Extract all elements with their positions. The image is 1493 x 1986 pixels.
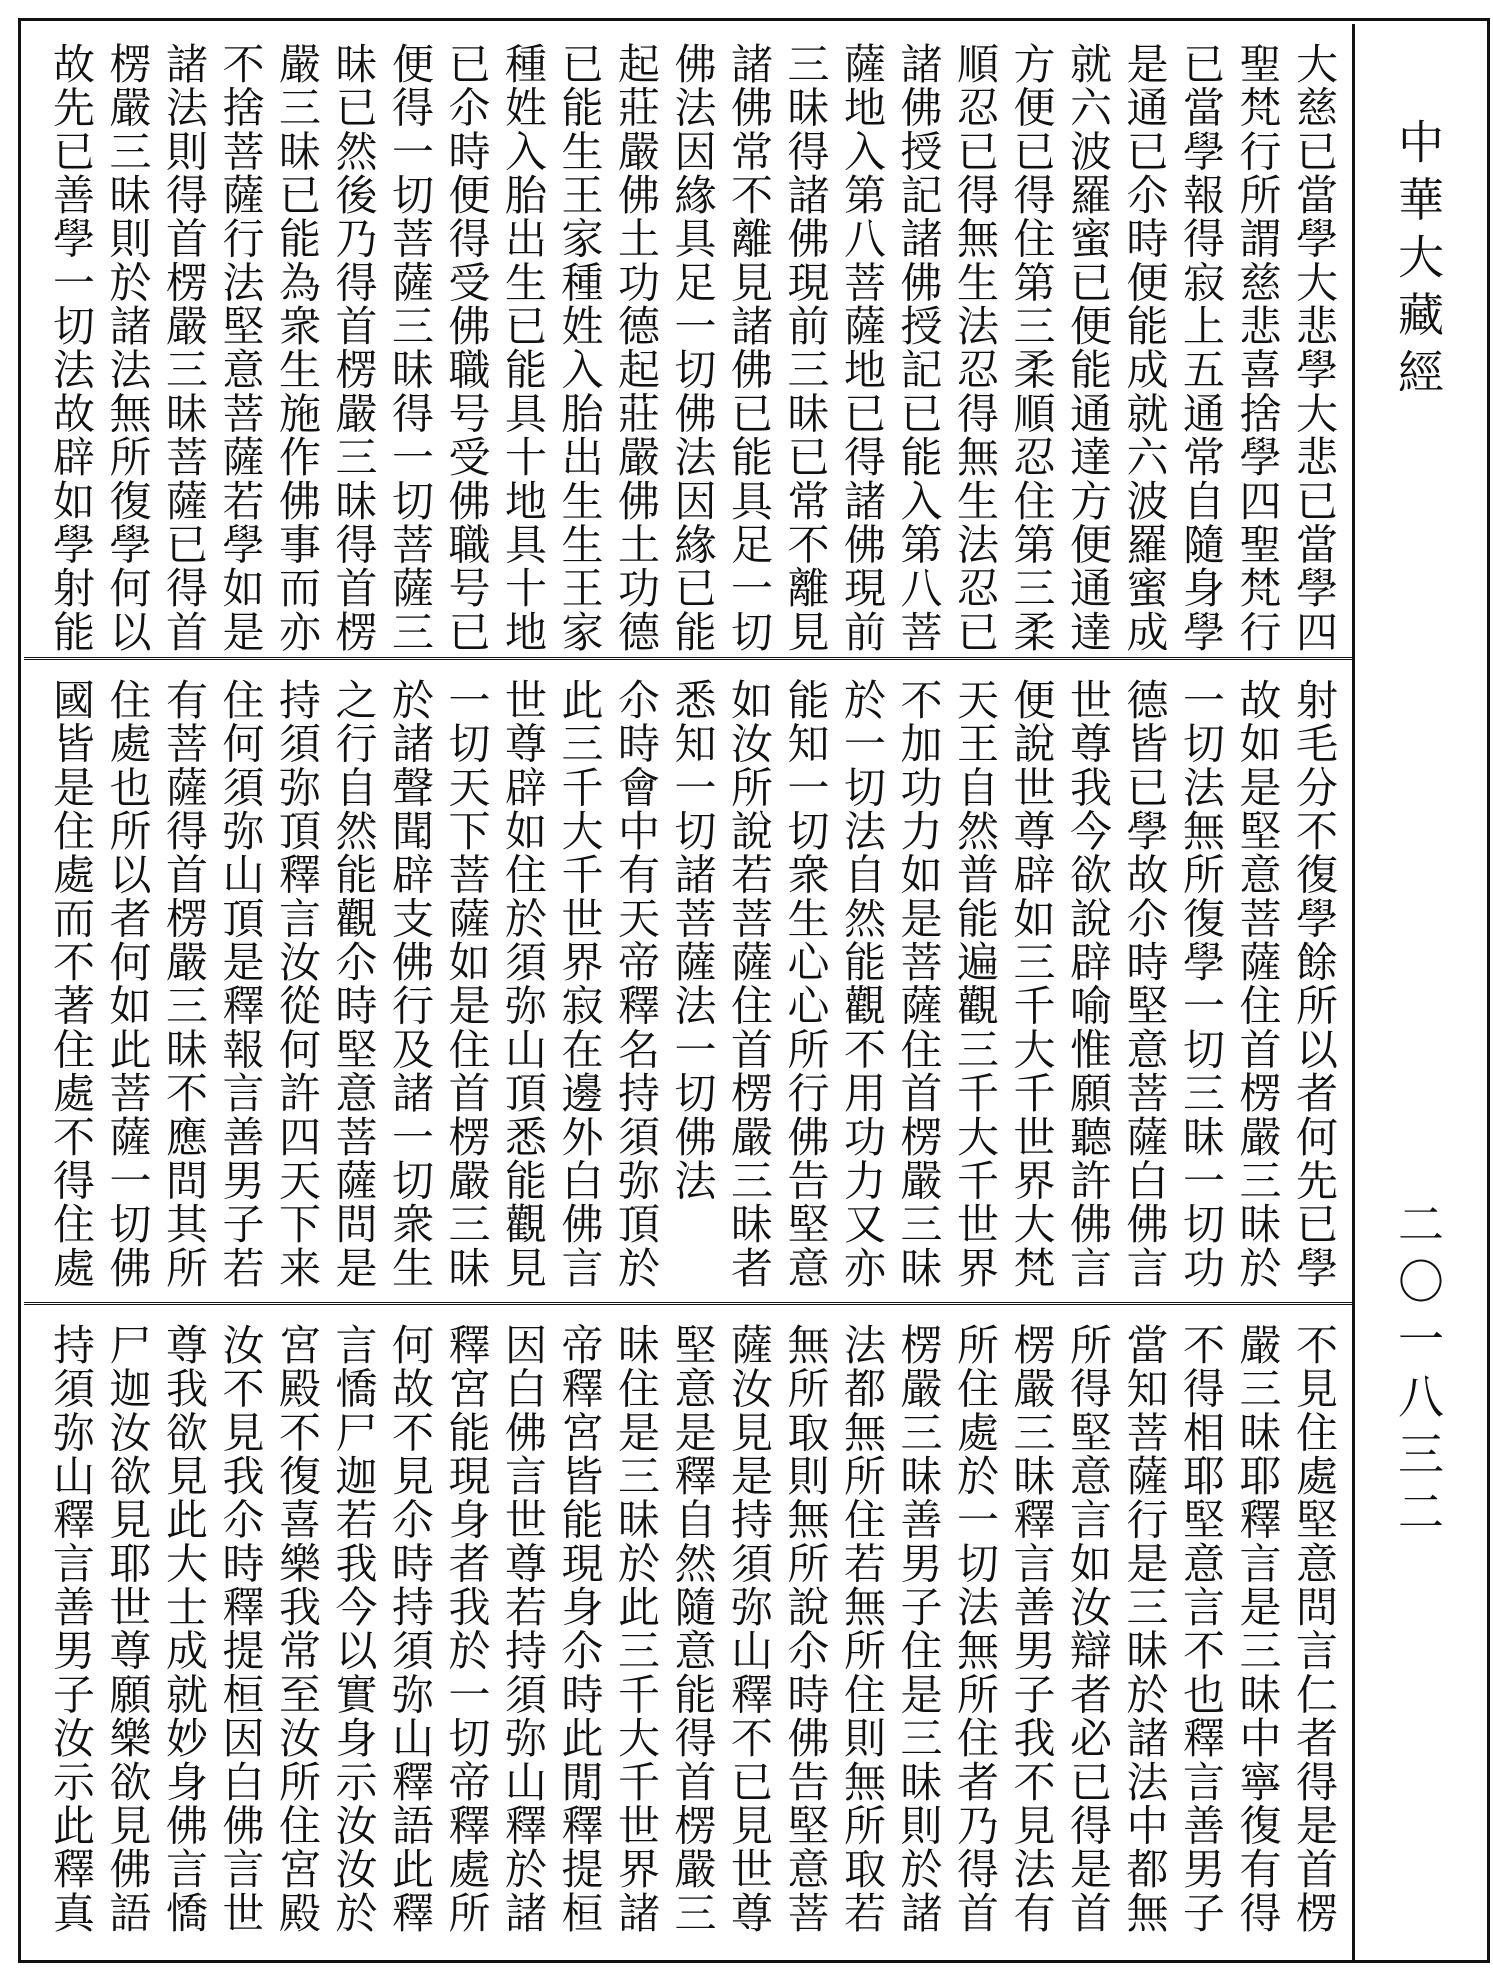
text-column: 不見住處堅意問言仁者得是首楞 (1290, 1323, 1339, 1935)
text-column: 能知一切衆生心心所行佛告堅意 (781, 678, 831, 1290)
text-column: 一切天下菩薩如是住首楞嚴三昧 (442, 678, 492, 1290)
text-column: 昧已然後乃得首楞嚴三昧得首楞 (329, 42, 379, 654)
text-column: 天王自然普能遍觀三千大千世界 (951, 678, 1000, 1290)
register-middle (24, 657, 1352, 1302)
text-column: 悉知一切諸菩薩法一切佛法 (668, 678, 718, 1203)
text-column: 方便已得住第三柔順忍住第三柔 (1007, 42, 1057, 654)
text-column: 種姓入胎出生已能具十地具十地 (499, 42, 548, 654)
text-column: 故如是堅意菩薩住首楞嚴三昧於 (1233, 678, 1283, 1290)
text-column: 楞嚴三昧則於諸法無所復學何以 (103, 42, 153, 654)
text-column: 持須弥山釋言善男子汝示此釋真 (47, 1323, 96, 1935)
text-column: 諸法則得首楞嚴三昧菩薩已得首 (160, 42, 209, 654)
text-column: 世尊我今欲說辟喻惟願聽許佛言 (1064, 678, 1113, 1290)
text-column: 大慈已當學大悲學大悲已當學四 (1290, 42, 1339, 654)
text-column: 所住處於一切法無所住者乃得首 (951, 1323, 1000, 1935)
text-column: 是通已尒時便能成就六波羅蜜成 (1120, 42, 1170, 654)
text-column: 聖梵行所謂慈悲喜捨學四聖梵行 (1233, 42, 1283, 654)
text-column: 有菩薩得首楞嚴三昧不應問其所 (160, 678, 209, 1290)
text-column: 世尊辟如住於須弥山頂悉能觀見 (499, 678, 548, 1290)
text-column: 尸迦汝欲見耶世尊願樂欲見佛語 (103, 1323, 153, 1935)
text-column: 之行自然能觀尒時堅意菩薩問是 (329, 678, 379, 1290)
text-column: 楞嚴三昧善男子住是三昧則於諸 (894, 1323, 944, 1935)
text-column: 尒時會中有天帝釋名持須弥頂於 (612, 678, 661, 1290)
text-column: 薩汝見是持須弥山釋不已見世尊 (725, 1323, 774, 1935)
text-column: 持須弥頂釋言汝從何許四天下来 (273, 678, 322, 1290)
register-top (24, 24, 1352, 657)
collection-title: 中華大藏經 (1391, 118, 1445, 406)
text-column: 故先已善學一切法故辟如學射能 (47, 42, 96, 654)
text-column: 汝不見我尒時釋提桓因白佛言世 (216, 1323, 266, 1935)
text-column: 因白佛言世尊若持須弥山釋於諸 (499, 1323, 548, 1935)
text-column: 何故不見尒時持須弥山釋語此釋 (386, 1323, 435, 1935)
text-column: 於諸聲聞辟支佛行及諸一切衆生 (386, 678, 435, 1290)
text-column: 楞嚴三昧釋言善男子我不見法有 (1007, 1323, 1057, 1935)
text-column: 國皆是住處而不著住處不得住處 (47, 678, 96, 1290)
text-column: 順忍已得無生法忍得無生法忍已 (951, 42, 1000, 654)
text-column: 已當學報得寂上五通常自隨身學 (1177, 42, 1226, 654)
text-column: 帝釋宮皆能現身尒時此閒釋提桓 (555, 1323, 605, 1935)
text-column: 一切法無所復學一切三昧一切功 (1177, 678, 1226, 1290)
text-column: 言憍尸迦若我今以實身示汝汝於 (329, 1323, 379, 1935)
text-column: 諸佛授記諸佛授記已能入第八菩 (894, 42, 944, 654)
text-column: 射毛分不復學餘所以者何先已學 (1290, 678, 1339, 1290)
text-column: 當知菩薩行是三昧於諸法中都無 (1120, 1323, 1170, 1935)
text-column: 昧住是三昧於此三千大千世界諸 (612, 1323, 661, 1935)
text-column: 不捨菩薩行法堅意菩薩若學如是 (216, 42, 266, 654)
text-column: 起莊嚴佛土功德起莊嚴佛土功德 (612, 42, 661, 654)
text-column: 不得相耶堅意言不也釋言善男子 (1177, 1323, 1226, 1935)
text-column: 三昧得諸佛現前三昧已常不離見 (781, 42, 831, 654)
page-number: 二〇一八三二 (1391, 1200, 1445, 1545)
text-column: 所得堅意言如汝辯者必已得是首 (1064, 1323, 1113, 1935)
text-column: 便說世尊辟如三千大千世界大梵 (1007, 678, 1057, 1290)
text-column: 佛法因緣具足一切佛法因緣已能 (668, 42, 718, 654)
text-column: 就六波羅蜜已便能通達方便通達 (1064, 42, 1113, 654)
text-column: 不加功力如是菩薩住首楞嚴三昧 (894, 678, 944, 1290)
text-column: 諸佛常不離見諸佛已能具足一切 (725, 42, 774, 654)
text-column: 德皆已學故尒時堅意菩薩白佛言 (1120, 678, 1170, 1290)
text-column: 尊我欲見此大士成就妙身佛言憍 (160, 1323, 209, 1935)
text-column: 法都無所住若無所住則無所取若 (838, 1323, 887, 1935)
text-column: 堅意是釋自然隨意能得首楞嚴三 (668, 1323, 718, 1935)
text-column: 薩地入第八菩薩地已得諸佛現前 (838, 42, 887, 654)
text-column: 住處也所以者何如此菩薩一切佛 (103, 678, 153, 1290)
text-column: 便得一切菩薩三昧得一切菩薩三 (386, 42, 435, 654)
text-column: 住何須弥山頂是釋報言善男子若 (216, 678, 266, 1290)
text-column: 宮殿不復喜樂我常至汝所住宮殿 (273, 1323, 322, 1935)
text-column: 已能生王家種姓入胎出生生王家 (555, 42, 605, 654)
text-column: 無所取則無所說尒時佛告堅意菩 (781, 1323, 831, 1935)
text-column: 於一切法自然能觀不用功力又亦 (838, 678, 887, 1290)
text-column: 嚴三昧已能為衆生施作佛事而亦 (273, 42, 322, 654)
register-bottom (24, 1302, 1352, 1962)
text-column: 已尒時便得受佛職号受佛職号已 (442, 42, 492, 654)
text-column: 嚴三昧耶釋言是三昧中寧復有得 (1233, 1323, 1283, 1935)
text-column: 此三千大千世界寂在邊外白佛言 (555, 678, 605, 1290)
text-column: 釋宮能現身者我於一切帝釋處所 (442, 1323, 492, 1935)
text-column: 如汝所說若菩薩住首楞嚴三昧者 (725, 678, 774, 1290)
